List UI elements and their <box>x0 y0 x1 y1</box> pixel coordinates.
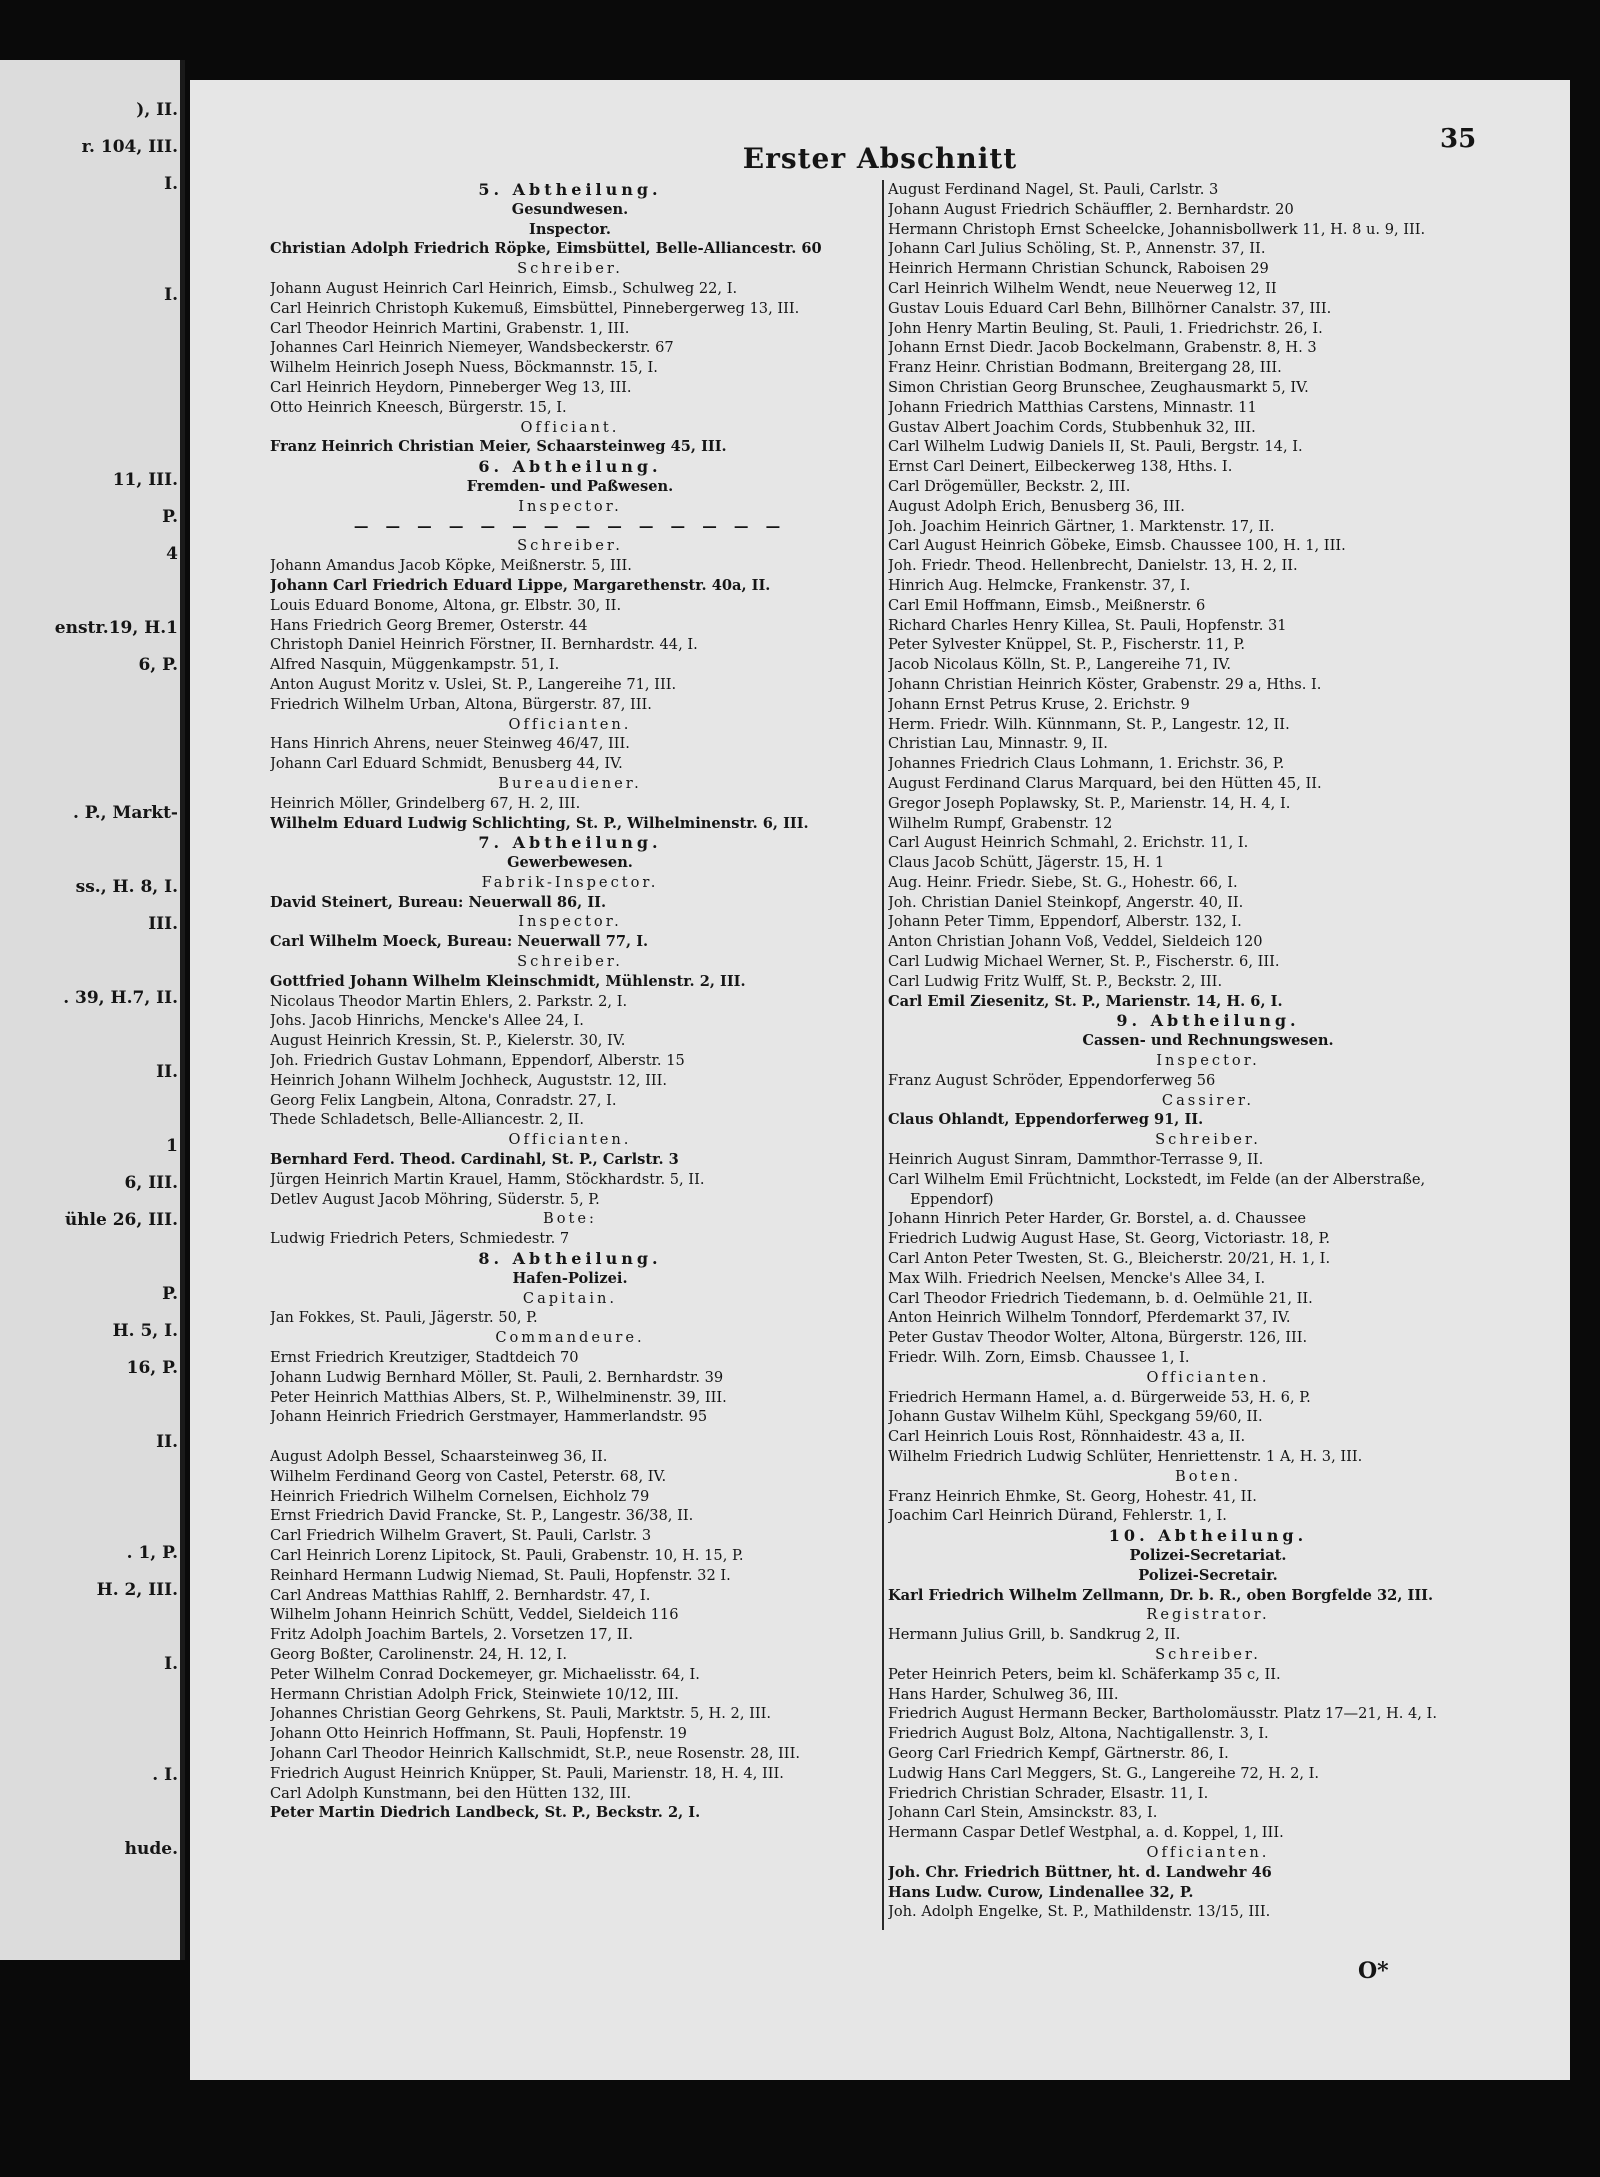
left-page-fragment <box>0 60 180 1960</box>
section-heading: 10. Abtheilung. <box>1108 1526 1308 1546</box>
right-column-entry: Eppendorf) <box>910 1190 994 1208</box>
left-page-text-fragment: I. <box>164 174 178 194</box>
left-column-entry: Reinhard Hermann Ludwig Niemad, St. Pauli, Hopfenstr. 32 I. <box>270 1566 731 1584</box>
left-column-entry: Carl Wilhelm Moeck, Bureau: Neuerwall 77, I. <box>270 933 649 951</box>
section-heading: 8. Abtheilung. <box>478 1249 662 1269</box>
right-column-entry: Joh. Chr. Friedrich Büttner, ht. d. Landwehr 46 <box>888 1863 1272 1881</box>
left-column-entry: Johannes Carl Heinrich Niemeyer, Wandsbeckerstr. 67 <box>270 339 674 357</box>
left-column-entry: Wilhelm Eduard Ludwig Schlichting, St. P., Wilhelminenstr. 6, III. <box>270 814 809 832</box>
left-page-text-fragment: . P., Markt- <box>72 803 178 823</box>
right-column-entry: Heinrich August Sinram, Dammthor-Terrasse 9, II. <box>888 1151 1264 1169</box>
right-column-entry: John Henry Martin Beuling, St. Pauli, 1. Friedrichstr. 26, I. <box>888 319 1323 337</box>
left-page-text-fragment: H. 5, I. <box>112 1321 178 1341</box>
left-column-entry: Hans Friedrich Georg Bremer, Osterstr. 44 <box>270 616 588 634</box>
left-column-entry: David Steinert, Bureau: Neuerwall 86, II. <box>270 893 607 911</box>
left-column-entry: Gottfried Johann Wilhelm Kleinschmidt, Mühlenstr. 2, III. <box>270 972 746 990</box>
right-column-entry: Wilhelm Friedrich Ludwig Schlüter, Henriettenstr. 1 A, H. 3, III. <box>888 1448 1363 1465</box>
right-column-entry: Hans Ludw. Curow, Lindenallee 32, P. <box>888 1883 1194 1901</box>
right-column-entry: Carl Wilhelm Emil Früchtnicht, Lockstedt, im Felde (an der Alberstraße, <box>888 1170 1426 1188</box>
left-column-entry: Carl Theodor Heinrich Martini, Grabenstr. 1, III. <box>270 319 630 337</box>
role-heading: Boten. <box>1174 1467 1242 1485</box>
right-column-entry: Johann Peter Timm, Eppendorf, Alberstr. 132, I. <box>888 913 1242 931</box>
right-column-entry: Johann Carl Julius Schöling, St. P., Annenstr. 37, II. <box>888 240 1266 258</box>
right-column-entry: Friedr. Wilh. Zorn, Eimsb. Chaussee 1, I. <box>888 1349 1190 1367</box>
left-column-entry: Thede Schladetsch, Belle-Alliancestr. 2, II. <box>270 1111 584 1129</box>
left-column-entry: Johann Amandus Jacob Köpke, Meißnerstr. 5, III. <box>270 557 632 575</box>
left-page-text-fragment: hude. <box>124 1839 178 1859</box>
column-divider <box>882 180 884 1930</box>
left-column-entry: Ludwig Friedrich Peters, Schmiedestr. 7 <box>270 1230 570 1248</box>
right-column-entry: Johann Christian Heinrich Köster, Grabenstr. 29 a, Hths. I. <box>888 675 1322 693</box>
left-column-entry: Johann August Heinrich Carl Heinrich, Eimsb., Schulweg 22, I. <box>270 279 738 297</box>
left-page-text-fragment: 4 <box>166 544 178 564</box>
left-column-entry: Johann Ludwig Bernhard Möller, St. Pauli, 2. Bernhardstr. 39 <box>270 1368 724 1386</box>
role-heading: Officianten. <box>508 1131 632 1149</box>
book-spine <box>180 60 185 1960</box>
left-page-text-fragment: 1 <box>166 1136 178 1156</box>
footer-mark: O* <box>1358 1958 1389 1984</box>
page-number: 35 <box>1440 124 1477 154</box>
left-column-entry: Fritz Adolph Joachim Bartels, 2. Vorsetzen 17, II. <box>270 1626 633 1644</box>
subsection-heading: Polizei-Secretair. <box>1138 1566 1278 1584</box>
left-page-text-fragment: I. <box>164 285 178 305</box>
left-page-text-fragment: enstr.19, H.1 <box>54 618 178 638</box>
left-page-text-fragment: 16, P. <box>126 1358 178 1378</box>
left-column-entry: Ernst Friedrich David Francke, St. P., Langestr. 36/38, II. <box>270 1507 694 1525</box>
left-column-entry: Johann Otto Heinrich Hoffmann, St. Pauli, Hopfenstr. 19 <box>270 1725 687 1743</box>
subsection-heading: Cassen- und Rechnungswesen. <box>1082 1032 1334 1050</box>
left-column-entry: Anton August Moritz v. Uslei, St. P., Langereihe 71, III. <box>270 675 677 693</box>
left-column-entry: Peter Wilhelm Conrad Dockemeyer, gr. Michaelisstr. 64, I. <box>270 1665 700 1683</box>
right-column-entry: Friedrich August Bolz, Altona, Nachtigallenstr. 3, I. <box>888 1725 1269 1743</box>
right-column-entry: Karl Friedrich Wilhelm Zellmann, Dr. b. R., oben Borgfelde 32, III. <box>888 1586 1434 1604</box>
right-column-entry: Johann Friedrich Matthias Carstens, Minnastr. 11 <box>888 398 1257 416</box>
right-column-entry: Anton Heinrich Wilhelm Tonndorf, Pferdemarkt 37, IV. <box>888 1309 1291 1327</box>
right-column-entry: Hans Harder, Schulweg 36, III. <box>888 1685 1119 1703</box>
left-column-entry <box>270 1427 870 1447</box>
left-column-entry: Christian Adolph Friedrich Röpke, Eimsbüttel, Belle-Alliancestr. 60 <box>270 240 822 258</box>
left-page-text-fragment: H. 2, III. <box>96 1580 178 1600</box>
right-column-entry: Herm. Friedr. Wilh. Künnmann, St. P., Langestr. 12, II. <box>888 715 1290 733</box>
left-page-text-fragment: . I. <box>152 1765 178 1785</box>
right-column-entry: Claus Jacob Schütt, Jägerstr. 15, H. 1 <box>888 854 1165 872</box>
left-page-text-fragment: 6, P. <box>138 655 178 675</box>
role-heading: Schreiber. <box>1155 1645 1261 1663</box>
right-column-entry: Ludwig Hans Carl Meggers, St. G., Langereihe 72, H. 2, I. <box>888 1764 1320 1782</box>
right-column-entry: Friedrich Christian Schrader, Elsastr. 11, I. <box>888 1784 1209 1802</box>
right-column-entry: Gregor Joseph Poplawsky, St. P., Marienstr. 14, H. 4, I. <box>888 794 1291 812</box>
left-page-text-fragment: r. 104, III. <box>81 137 178 157</box>
right-column-entry: Hermann Julius Grill, b. Sandkrug 2, II. <box>888 1626 1181 1644</box>
left-column-entry: Detlev August Jacob Möhring, Süderstr. 5, P. <box>270 1190 600 1208</box>
right-column-entry: Simon Christian Georg Brunschee, Zeughausmarkt 5, IV. <box>888 378 1309 396</box>
left-column-entry: Georg Boßter, Carolinenstr. 24, H. 12, I. <box>270 1645 567 1663</box>
right-column-entry: Joh. Joachim Heinrich Gärtner, 1. Marktenstr. 17, II. <box>888 517 1275 535</box>
left-column-entry: Johann Carl Eduard Schmidt, Benusberg 44, IV. <box>270 755 623 773</box>
right-column-entry: Heinrich Hermann Christian Schunck, Raboisen 29 <box>888 260 1269 278</box>
left-column <box>270 180 870 1823</box>
left-column-entry: Peter Heinrich Matthias Albers, St. P., Wilhelminenstr. 39, III. <box>270 1388 727 1406</box>
right-column-entry: Carl Wilhelm Ludwig Daniels II, St. Pauli, Bergstr. 14, I. <box>888 438 1303 456</box>
right-column-entry: Franz August Schröder, Eppendorferweg 56 <box>888 1071 1216 1089</box>
right-column-entry: Ernst Carl Deinert, Eilbeckerweg 138, Hths. I. <box>888 458 1233 476</box>
left-column-entry: Jürgen Heinrich Martin Krauel, Hamm, Stöckhardstr. 5, II. <box>270 1170 705 1188</box>
right-column-entry: Georg Carl Friedrich Kempf, Gärtnerstr. 86, I. <box>888 1744 1229 1762</box>
left-column-entry: Johann Carl Theodor Heinrich Kallschmidt, St.P., neue Rosenstr. 28, III. <box>270 1744 800 1762</box>
right-column-entry: Carl Ludwig Michael Werner, St. P., Fischerstr. 6, III. <box>888 953 1280 971</box>
subsection-heading: Hafen-Polizei. <box>512 1269 628 1287</box>
left-page-text-fragment: 6, III. <box>124 1173 178 1193</box>
vacant-placeholder: — — — — — — — — — — — — — — <box>353 517 787 535</box>
role-heading: Officianten. <box>1146 1843 1270 1861</box>
left-column-entry: Otto Heinrich Kneesch, Bürgerstr. 15, I. <box>270 398 567 416</box>
left-column-entry: Carl Andreas Matthias Rahlff, 2. Bernhardstr. 47, I. <box>270 1586 651 1604</box>
role-heading: Capitain. <box>522 1289 618 1307</box>
right-column-entry: August Adolph Erich, Benusberg 36, III. <box>888 497 1185 515</box>
left-page-text-fragment: III. <box>148 914 178 934</box>
right-column-entry: Friedrich Hermann Hamel, a. d. Bürgerweide 53, H. 6, P. <box>888 1388 1311 1406</box>
left-page-text-fragment: P. <box>162 507 178 527</box>
left-column-entry: Ernst Friedrich Kreutziger, Stadtdeich 70 <box>270 1349 579 1367</box>
role-heading: Commandeure. <box>495 1329 645 1347</box>
role-heading: Schreiber. <box>517 260 623 278</box>
right-column-entry: August Ferdinand Clarus Marquard, bei den Hütten 45, II. <box>888 774 1322 792</box>
right-column-entry: Richard Charles Henry Killea, St. Pauli, Hopfenstr. 31 <box>888 616 1287 634</box>
left-column-entry: Friedrich Wilhelm Urban, Altona, Bürgerstr. 87, III. <box>270 695 652 713</box>
right-column-entry: Aug. Heinr. Friedr. Siebe, St. G., Hohestr. 66, I. <box>888 873 1238 891</box>
left-column-entry: Johannes Christian Georg Gehrkens, St. Pauli, Marktstr. 5, H. 2, III. <box>270 1705 772 1723</box>
role-heading: Inspector. <box>518 913 622 931</box>
right-column-entry: Johann Carl Stein, Amsinckstr. 83, I. <box>888 1804 1158 1822</box>
role-heading: Bureaudiener. <box>498 774 642 792</box>
right-column-entry: Carl August Heinrich Schmahl, 2. Erichstr. 11, I. <box>888 834 1249 852</box>
right-column-entry: August Ferdinand Nagel, St. Pauli, Carlstr. 3 <box>888 181 1219 198</box>
subsection-heading: Gesundwesen. <box>511 200 629 218</box>
left-column-entry: Joh. Friedrich Gustav Lohmann, Eppendorf, Alberstr. 15 <box>270 1052 685 1070</box>
left-column-entry: Bernhard Ferd. Theod. Cardinahl, St. P., Carlstr. 3 <box>270 1151 679 1169</box>
role-heading: Officiant. <box>520 418 620 436</box>
role-heading: Inspector. <box>1156 1052 1260 1070</box>
right-column-entry: Hinrich Aug. Helmcke, Frankenstr. 37, I. <box>888 576 1191 594</box>
right-column-entry: Friedrich August Hermann Becker, Bartholomäusstr. Platz 17—21, H. 4, I. <box>888 1705 1437 1723</box>
right-column-entry: Christian Lau, Minnastr. 9, II. <box>888 735 1108 753</box>
section-heading: 9. Abtheilung. <box>1116 1011 1300 1031</box>
left-page-text-fragment: ss., H. 8, I. <box>75 877 178 897</box>
left-column-entry: Carl Heinrich Heydorn, Pinneberger Weg 13, III. <box>270 378 632 396</box>
role-heading: Bote: <box>543 1210 597 1228</box>
subsection-heading: Inspector. <box>529 220 611 238</box>
left-page-text-fragment: ), II. <box>136 100 178 120</box>
section-heading: 5. Abtheilung. <box>478 180 662 199</box>
left-column-entry: Carl Adolph Kunstmann, bei den Hütten 132, III. <box>270 1784 632 1802</box>
right-column-entry: Carl Heinrich Louis Rost, Rönnhaidestr. 43 a, II. <box>888 1428 1246 1446</box>
right-column-entry: Joh. Friedr. Theod. Hellenbrecht, Danielstr. 13, H. 2, II. <box>888 557 1298 575</box>
left-page-text-fragment: II. <box>156 1062 178 1082</box>
right-column-entry: Johann Hinrich Peter Harder, Gr. Borstel, a. d. Chaussee <box>888 1210 1307 1228</box>
right-column <box>888 180 1528 1922</box>
left-column-entry: Heinrich Möller, Grindelberg 67, H. 2, III. <box>270 794 581 812</box>
right-page <box>190 80 1570 2080</box>
left-page-text-fragment: 11, III. <box>112 470 178 490</box>
role-heading: Inspector. <box>518 497 622 515</box>
left-column-entry: Wilhelm Heinrich Joseph Nuess, Böckmannstr. 15, I. <box>270 359 658 377</box>
right-column-entry: Carl Anton Peter Twesten, St. G., Bleicherstr. 20/21, H. 1, I. <box>888 1250 1331 1268</box>
left-column-entry: Hermann Christian Adolph Frick, Steinwiete 10/12, III. <box>270 1685 679 1703</box>
right-column-entry: Carl Drögemüller, Beckstr. 2, III. <box>888 477 1131 495</box>
role-heading: Fabrik-Inspector. <box>481 873 659 891</box>
right-column-entry: Joh. Adolph Engelke, St. P., Mathildenstr. 13/15, III. <box>888 1903 1271 1921</box>
left-column-entry: Johann Heinrich Friedrich Gerstmayer, Hammerlandstr. 95 <box>270 1408 708 1426</box>
right-column-entry: Claus Ohlandt, Eppendorferweg 91, II. <box>888 1111 1204 1129</box>
role-heading: Cassirer. <box>1161 1091 1255 1109</box>
left-column-entry: Alfred Nasquin, Müggenkampstr. 51, I. <box>270 656 560 674</box>
right-column-entry: Gustav Albert Joachim Cords, Stubbenhuk 32, III. <box>888 418 1256 436</box>
right-column-entry: Franz Heinr. Christian Bodmann, Breitergang 28, III. <box>888 359 1282 377</box>
right-column-entry: Carl Theodor Friedrich Tiedemann, b. d. Oelmühle 21, II. <box>888 1289 1313 1307</box>
right-column-entry: Anton Christian Johann Voß, Veddel, Sieldeich 120 <box>888 933 1263 951</box>
right-column-entry: Franz Heinrich Ehmke, St. Georg, Hohestr. 41, II. <box>888 1487 1257 1505</box>
left-column-entry: Georg Felix Langbein, Altona, Conradstr. 27, I. <box>270 1091 617 1109</box>
subsection-heading: Gewerbewesen. <box>507 854 633 872</box>
left-column-entry: Johs. Jacob Hinrichs, Mencke's Allee 24, I. <box>270 1012 584 1030</box>
left-column-entry: Heinrich Friedrich Wilhelm Cornelsen, Eichholz 79 <box>270 1487 650 1505</box>
right-column-entry: Peter Heinrich Peters, beim kl. Schäferkamp 35 c, II. <box>888 1665 1281 1683</box>
right-column-entry: Joh. Christian Daniel Steinkopf, Angerstr. 40, II. <box>888 893 1244 911</box>
left-column-entry: Johann Carl Friedrich Eduard Lippe, Margarethenstr. 40a, II. <box>270 576 771 594</box>
right-column-entry: Carl Emil Ziesenitz, St. P., Marienstr. 14, H. 6, I. <box>888 992 1283 1010</box>
left-page-text-fragment: P. <box>162 1284 178 1304</box>
subsection-heading: Fremden- und Paßwesen. <box>466 477 674 495</box>
right-column-entry: Carl Ludwig Fritz Wulff, St. P., Beckstr. 2, III. <box>888 972 1223 990</box>
right-column-entry: Jacob Nicolaus Kölln, St. P., Langereihe 71, IV. <box>888 656 1231 674</box>
subsection-heading: Polizei-Secretariat. <box>1129 1546 1287 1564</box>
left-column-entry: Franz Heinrich Christian Meier, Schaarsteinweg 45, III. <box>270 438 727 456</box>
section-heading: 6. Abtheilung. <box>478 457 662 477</box>
left-column-entry: Louis Eduard Bonome, Altona, gr. Elbstr. 30, II. <box>270 596 622 614</box>
role-heading: Schreiber. <box>517 953 623 971</box>
left-column-entry: Wilhelm Johann Heinrich Schütt, Veddel, Sieldeich 116 <box>270 1606 679 1624</box>
left-column-entry: August Adolph Bessel, Schaarsteinweg 36, II. <box>270 1448 608 1465</box>
left-page-text-fragment: . 1, P. <box>126 1543 178 1563</box>
right-column-entry: Wilhelm Rumpf, Grabenstr. 12 <box>888 814 1113 832</box>
left-page-text-fragment: ühle 26, III. <box>64 1210 178 1230</box>
left-page-text-fragment: II. <box>156 1432 178 1452</box>
role-heading: Schreiber. <box>517 537 623 555</box>
section-heading: 7. Abtheilung. <box>478 833 662 853</box>
right-column-entry: Peter Sylvester Knüppel, St. P., Fischerstr. 11, P. <box>888 636 1246 654</box>
left-page-text-fragment: . 39, H.7, II. <box>63 988 178 1008</box>
right-column-entry: Joachim Carl Heinrich Dürand, Fehlerstr. 1, I. <box>888 1507 1227 1525</box>
page-header: Erster Abschnitt <box>742 142 1018 175</box>
role-heading: Schreiber. <box>1155 1131 1261 1149</box>
left-column-entry: Heinrich Johann Wilhelm Jochheck, Auguststr. 12, III. <box>270 1071 668 1089</box>
left-column-entry: August Heinrich Kressin, St. P., Kielerstr. 30, IV. <box>270 1032 626 1050</box>
left-column-entry: Christoph Daniel Heinrich Förstner, II. Bernhardstr. 44, I. <box>270 636 698 654</box>
left-column-entry: Peter Martin Diedrich Landbeck, St. P., Beckstr. 2, I. <box>270 1804 701 1822</box>
left-column-entry: Carl Heinrich Christoph Kukemuß, Eimsbüttel, Pinnebergerweg 13, III. <box>270 299 800 317</box>
left-column-entry: Carl Heinrich Lorenz Lipitock, St. Pauli, Grabenstr. 10, H. 15, P. <box>270 1546 744 1564</box>
left-column-entry: Wilhelm Ferdinand Georg von Castel, Peterstr. 68, IV. <box>270 1467 667 1485</box>
left-column-entry: Carl Friedrich Wilhelm Gravert, St. Pauli, Carlstr. 3 <box>270 1527 652 1545</box>
right-column-entry: Carl Emil Hoffmann, Eimsb., Meißnerstr. 6 <box>888 596 1206 614</box>
right-column-entry: Gustav Louis Eduard Carl Behn, Billhörner Canalstr. 37, III. <box>888 299 1332 317</box>
right-column-entry: Johannes Friedrich Claus Lohmann, 1. Erichstr. 36, P. <box>888 755 1285 773</box>
right-column-entry: Johann Ernst Diedr. Jacob Bockelmann, Grabenstr. 8, H. 3 <box>888 339 1317 357</box>
left-column-entry: Jan Fokkes, St. Pauli, Jägerstr. 50, P. <box>270 1309 538 1327</box>
right-column-entry: Johann Gustav Wilhelm Kühl, Speckgang 59/60, II. <box>888 1408 1263 1426</box>
right-column-entry: Johann Ernst Petrus Kruse, 2. Erichstr. 9 <box>888 695 1190 713</box>
role-heading: Registrator. <box>1146 1606 1270 1624</box>
right-column-entry: Carl Heinrich Wilhelm Wendt, neue Neuerweg 12, II <box>888 279 1277 297</box>
right-column-entry: Peter Gustav Theodor Wolter, Altona, Bürgerstr. 126, III. <box>888 1329 1308 1347</box>
role-heading: Officianten. <box>508 715 632 733</box>
right-column-entry: Carl August Heinrich Göbeke, Eimsb. Chaussee 100, H. 1, III. <box>888 537 1346 555</box>
right-column-entry: Friedrich Ludwig August Hase, St. Georg, Victoriastr. 18, P. <box>888 1230 1330 1248</box>
left-column-entry: Friedrich August Heinrich Knüpper, St. Pauli, Marienstr. 18, H. 4, III. <box>270 1764 784 1782</box>
role-heading: Officianten. <box>1146 1368 1270 1386</box>
right-column-entry: Hermann Christoph Ernst Scheelcke, Johannisbollwerk 11, H. 8 u. 9, III. <box>888 220 1426 238</box>
left-column-entry: Nicolaus Theodor Martin Ehlers, 2. Parkstr. 2, I. <box>270 992 628 1010</box>
left-column-entry: Hans Hinrich Ahrens, neuer Steinweg 46/47, III. <box>270 735 630 753</box>
left-page-text-fragment: I. <box>164 1654 178 1674</box>
right-column-entry: Hermann Caspar Detlef Westphal, a. d. Koppel, 1, III. <box>888 1824 1284 1842</box>
right-column-entry: Max Wilh. Friedrich Neelsen, Mencke's Allee 34, I. <box>888 1269 1266 1287</box>
right-column-entry: Johann August Friedrich Schäuffler, 2. Bernhardstr. 20 <box>888 200 1294 218</box>
